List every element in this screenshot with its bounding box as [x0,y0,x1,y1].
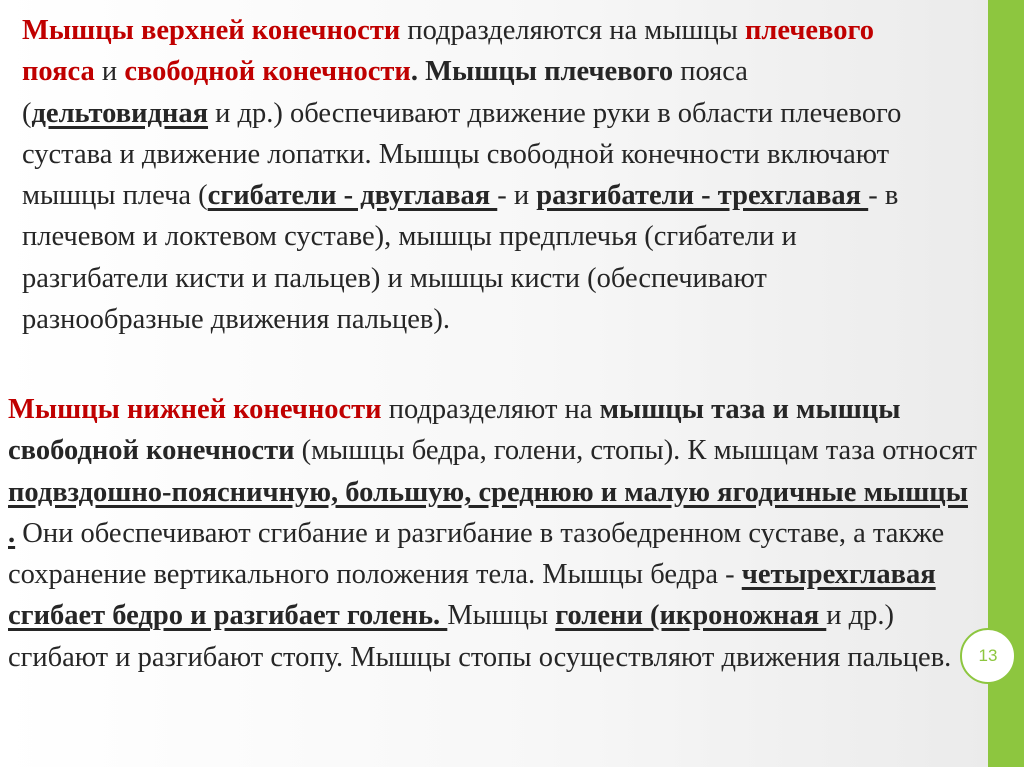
quadriceps-term: четырехглавая [741,559,936,591]
calf-muscle-term: голени (икроножная [555,600,827,632]
text-run: и др.) обеспечивают движение руки в области плечевого сустава и движение лопатки. Мышцы свободной конечности включают мышцы плеча ( [22,97,902,212]
upper-limb-heading: Мышцы верхней конечности [22,15,401,46]
text-run: . [410,56,426,88]
lower-limb-paragraph [8,389,978,678]
page-number-badge: 13 [960,628,1016,684]
pelvic-muscles-list: подвздошно-поясничную, большую, среднюю и малую ягодичные мышцы . [8,476,968,549]
text-run: (мышцы бедра, голени, стопы). К мышцам таза относят [294,435,977,467]
quadriceps-action: сгибает бедро и разгибает голень. [8,600,448,632]
flexors-biceps-term: сгибатели - двуглавая [207,180,498,212]
deltoid-term: дельтовидная [31,97,209,129]
lower-limb-heading: Мышцы нижней конечности [8,394,382,425]
text-run: - и [497,180,537,212]
text-run: подразделяются на мышцы [400,15,745,46]
text-run: и [94,56,125,88]
free-limb-term: свободной конечности [124,56,411,88]
shoulder-girdle-term: плечевого пояса [22,15,874,88]
text-run: подразделяют на [381,394,600,425]
text-run: - в плечевом и локтевом суставе), мышцы предплечья (сгибатели и разгибатели кисти и пальцев) и мышцы кисти (обеспечивают разнообразные движения пальцев). [22,180,899,336]
text-run: пояса ( [22,56,748,129]
upper-limb-paragraph [22,10,902,340]
text-run: Мышцы [447,600,556,632]
pelvis-free-limb-term: мышцы таза и мышцы свободной конечности [8,394,901,467]
text-run: Они обеспечивают сгибание и разгибание в тазобедренном суставе, а также сохранение вертикального положения тела. Мышцы бедра - [8,517,945,591]
text-run: и др.) сгибают и разгибают стопу. Мышцы стопы осуществляют движения пальцев. [8,600,952,673]
shoulder-muscles-term: Мышцы плечевого [425,56,674,88]
extensors-triceps-term: разгибатели - трехглавая [536,180,869,212]
